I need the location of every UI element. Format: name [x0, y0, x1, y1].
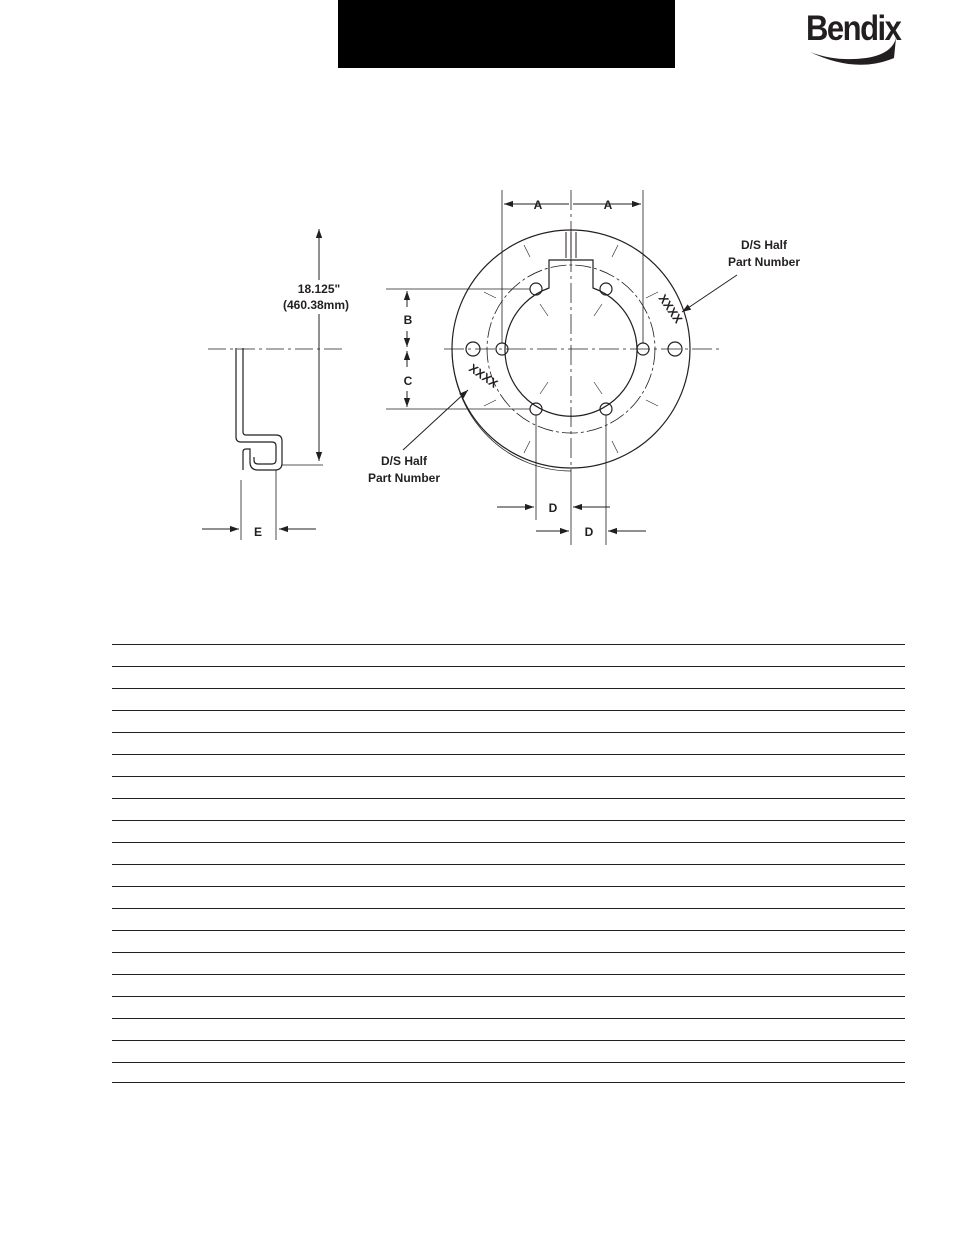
- front-view: [386, 190, 737, 545]
- dimension-a-left-label: A: [533, 198, 543, 212]
- callout-upper-line1: D/S Half: [740, 238, 788, 252]
- table-row: [112, 1018, 905, 1039]
- table-row: [112, 952, 905, 973]
- table-row: [112, 864, 905, 885]
- side-profile-view: [202, 229, 342, 540]
- callout-lower-line1: D/S Half: [380, 454, 428, 468]
- dimension-c-label: C: [403, 374, 413, 388]
- callout-lower-line2: Part Number: [367, 471, 441, 485]
- table-row: [112, 776, 905, 797]
- dimension-d-lower-label: D: [584, 525, 594, 539]
- table-row: [112, 666, 905, 687]
- dimension-d-upper-label: D: [548, 501, 558, 515]
- table-row: [112, 820, 905, 841]
- brake-half-technical-drawing: [0, 0, 954, 600]
- table-row: [112, 798, 905, 819]
- dimension-e-label: E: [253, 525, 263, 539]
- table-row: [112, 842, 905, 863]
- table-row: [112, 688, 905, 709]
- table-row: [112, 930, 905, 951]
- callout-upper-line2: Part Number: [727, 255, 801, 269]
- part-marking-lower: XXXX: [466, 360, 501, 391]
- table-row: [112, 886, 905, 907]
- dimension-b-label: B: [403, 313, 413, 327]
- height-inches-label: 18.125": [297, 282, 341, 296]
- table-row: [112, 1040, 905, 1061]
- table-row: [112, 974, 905, 995]
- table-row: [112, 996, 905, 1017]
- table-row: [112, 710, 905, 731]
- table-row: [112, 732, 905, 753]
- table-row: [112, 908, 905, 929]
- part-marking-upper: XXXX: [655, 291, 686, 326]
- logo-wordmark: Bendix: [806, 8, 901, 49]
- dimension-a-right-label: A: [603, 198, 613, 212]
- table-row: [112, 1062, 905, 1083]
- height-mm-label: (460.38mm): [282, 298, 350, 312]
- data-table-ruled-rows: [112, 644, 905, 1084]
- table-row: [112, 644, 905, 665]
- table-row: [112, 754, 905, 775]
